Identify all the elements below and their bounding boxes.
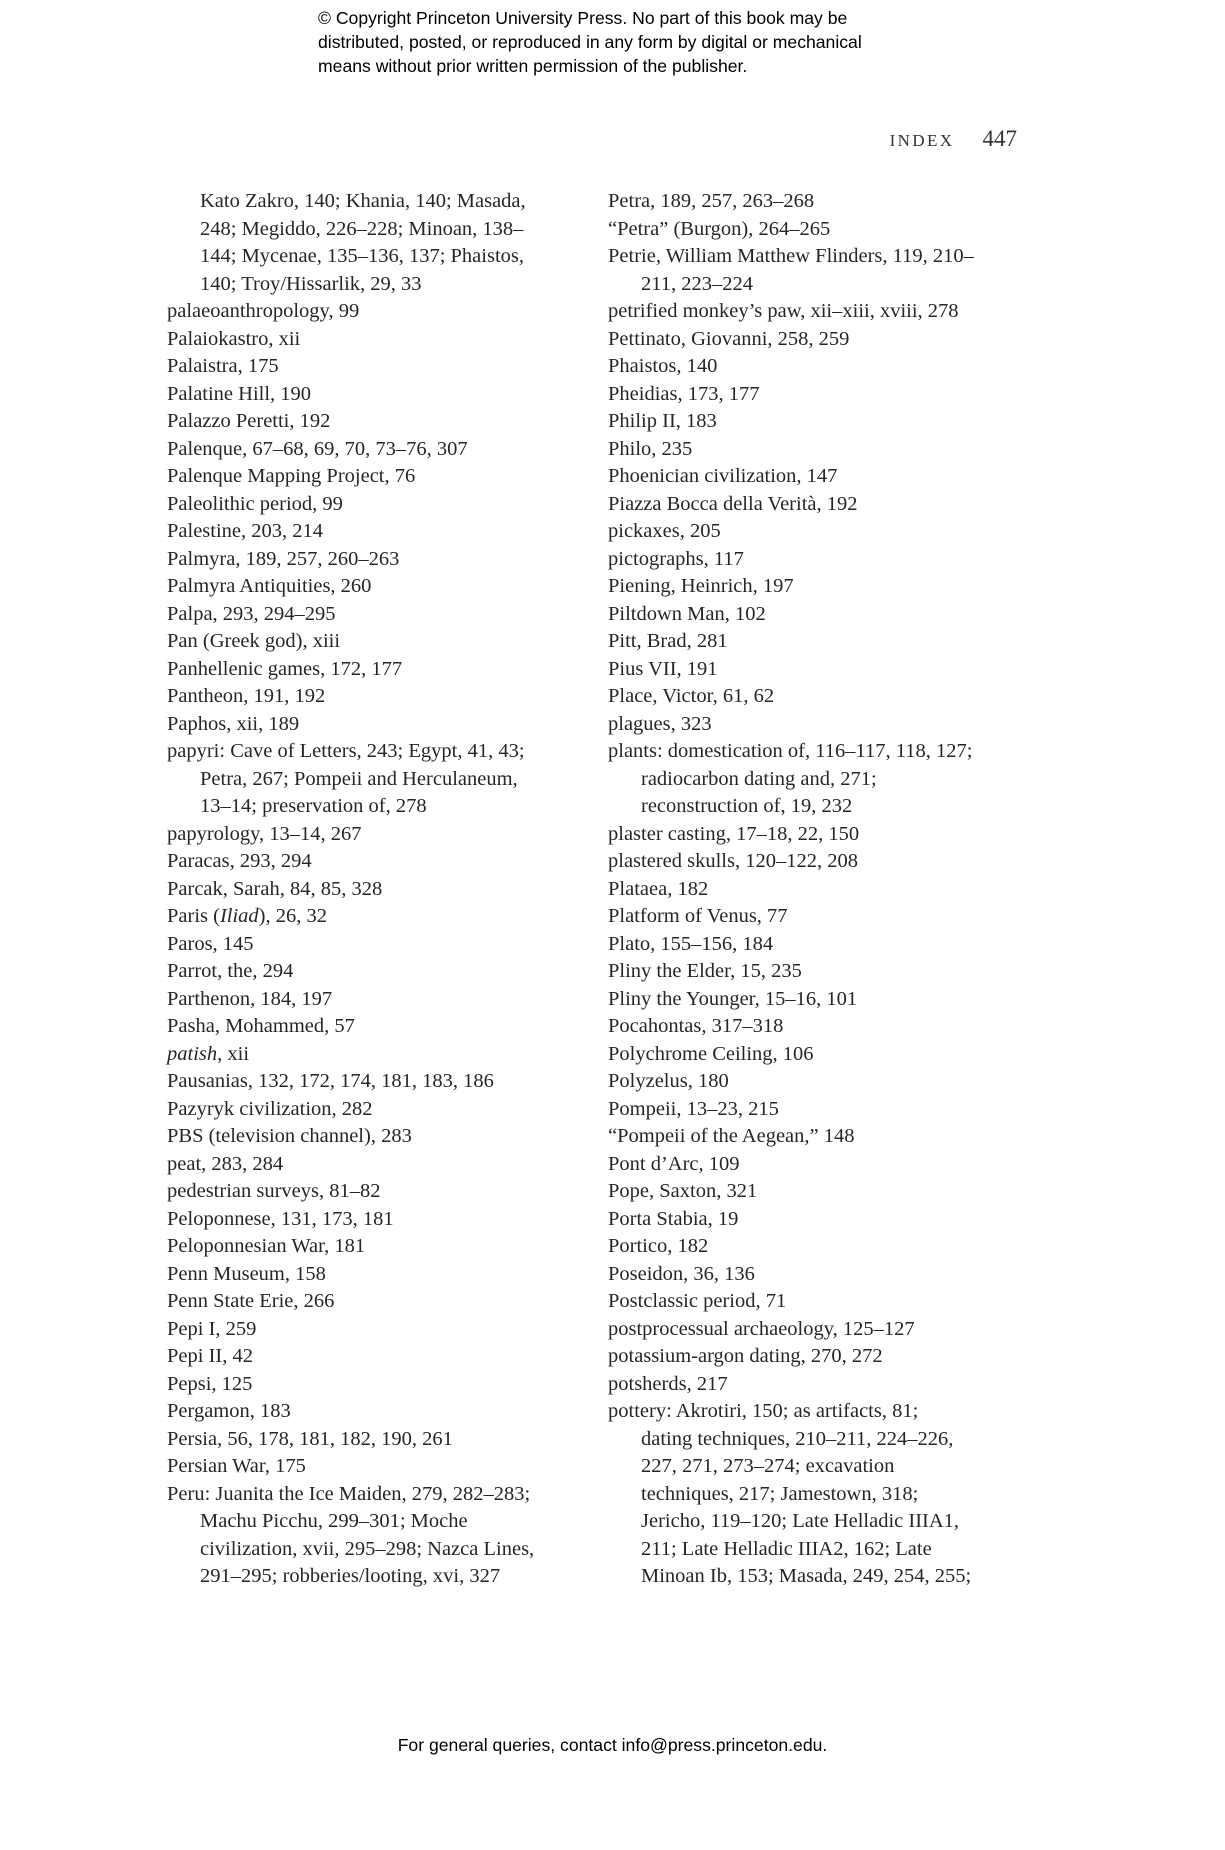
index-column-left: [167, 188, 607, 1591]
index-line-text: civilization, xvii, 295–298; Nazca Lines,: [200, 1537, 535, 1560]
index-line: [167, 271, 607, 299]
index-line: [608, 243, 1048, 271]
index-line: [167, 1563, 607, 1591]
index-line: [167, 1261, 607, 1289]
index-line: [608, 1371, 1048, 1399]
index-line: [608, 573, 1048, 601]
index-line: [167, 463, 607, 491]
index-line-text: Polychrome Ceiling, 106: [608, 1042, 814, 1065]
index-line: [167, 1453, 607, 1481]
index-line: [167, 931, 607, 959]
index-line: [608, 1178, 1048, 1206]
index-line-text: potsherds, 217: [608, 1372, 728, 1395]
index-line-text: 211, 223–224: [641, 272, 753, 295]
index-line: [167, 1096, 607, 1124]
running-head: [890, 126, 1017, 152]
index-line: [608, 518, 1048, 546]
index-line: [167, 793, 607, 821]
page-number: 447: [982, 126, 1017, 151]
index-line-text: Petra, 189, 257, 263–268: [608, 190, 815, 212]
index-line-text: Porta Stabia, 19: [608, 1207, 739, 1230]
index-line-text: peat, 283, 284: [167, 1152, 284, 1175]
index-line-text: Jericho, 119–120; Late Helladic IIIA1,: [641, 1510, 960, 1532]
index-line-text: Penn State Erie, 266: [167, 1290, 335, 1312]
index-line: [608, 408, 1048, 436]
index-line: [608, 766, 1048, 794]
index-line: [167, 1178, 607, 1206]
index-line: [167, 656, 607, 684]
index-line-text: 291–295; robberies/looting, xvi, 327: [200, 1565, 501, 1587]
index-line: [167, 711, 607, 739]
index-line: [167, 298, 607, 326]
index-line: [608, 1563, 1048, 1591]
index-line: [167, 1288, 607, 1316]
index-line: [608, 903, 1048, 931]
index-line-text: techniques, 217; Jamestown, 318;: [641, 1482, 919, 1505]
index-line: [608, 848, 1048, 876]
copyright-line: means without prior written permission of the publisher.: [318, 56, 748, 76]
index-line: [167, 491, 607, 519]
index-line-text: Pont d’Arc, 109: [608, 1152, 740, 1175]
index-line: [167, 1481, 607, 1509]
index-line: [608, 188, 1048, 216]
index-line-text: Minoan Ib, 153; Masada, 249, 254, 255;: [641, 1565, 972, 1587]
index-line-text: Plataea, 182: [608, 877, 709, 900]
index-line: [608, 1151, 1048, 1179]
index-line-text: Peloponnesian War, 181: [167, 1235, 366, 1257]
index-line: [608, 711, 1048, 739]
index-line: [167, 903, 607, 931]
index-line: [167, 381, 607, 409]
copyright-line: distributed, posted, or reproduced in any form by digital or mechanical: [318, 32, 862, 52]
index-line-suffix: , xii: [217, 1042, 250, 1065]
index-line-text: Machu Picchu, 299–301; Moche: [200, 1510, 468, 1532]
index-line-text: Pepi II, 42: [167, 1345, 253, 1367]
index-line-text: plastered skulls, 120–122, 208: [608, 850, 858, 872]
index-line: [167, 958, 607, 986]
index-line-text: Palenque, 67–68, 69, 70, 73–76, 307: [167, 437, 468, 460]
index-line-text: Pergamon, 183: [167, 1400, 291, 1422]
index-line-text: Kato Zakro, 140; Khania, 140; Masada,: [200, 190, 526, 212]
index-line-text: Paphos, xii, 189: [167, 712, 300, 735]
index-line: [167, 1013, 607, 1041]
index-line-text: Pan (Greek god), xiii: [167, 630, 341, 652]
index-line-text: Pius VII, 191: [608, 657, 718, 680]
index-line: [608, 986, 1048, 1014]
index-line-text: Penn Museum, 158: [167, 1262, 326, 1285]
index-line-text: pedestrian surveys, 81–82: [167, 1180, 381, 1202]
index-line: [608, 821, 1048, 849]
index-line-text: Palmyra Antiquities, 260: [167, 575, 372, 597]
index-line: [608, 381, 1048, 409]
index-line-text: 144; Mycenae, 135–136, 137; Phaistos,: [200, 245, 524, 267]
index-line-text: Pompeii, 13–23, 215: [608, 1097, 779, 1120]
index-line-text: Parthenon, 184, 197: [167, 987, 333, 1010]
index-line-text: Pope, Saxton, 321: [608, 1180, 758, 1202]
index-line: [608, 1508, 1048, 1536]
index-line-text: postprocessual archaeology, 125–127: [608, 1317, 915, 1340]
index-line-text: 13–14; preservation of, 278: [200, 795, 427, 817]
index-line-text: Plato, 155–156, 184: [608, 932, 774, 955]
index-line-text: pickaxes, 205: [608, 520, 721, 542]
index-line-text: “Petra” (Burgon), 264–265: [608, 217, 831, 240]
index-line-text: PBS (television channel), 283: [167, 1125, 412, 1147]
index-line-text: Parcak, Sarah, 84, 85, 328: [167, 877, 383, 900]
index-line-text: “Pompeii of the Aegean,” 148: [608, 1125, 855, 1147]
index-line: [167, 243, 607, 271]
index-line: [167, 1371, 607, 1399]
index-line: [167, 1068, 607, 1096]
index-line-italic: Iliad: [219, 905, 259, 927]
index-line: [608, 656, 1048, 684]
index-line-text: Palenque Mapping Project, 76: [167, 465, 416, 487]
index-line-text: Peloponnese, 131, 173, 181: [167, 1207, 394, 1230]
index-line: [167, 353, 607, 381]
index-line-text: Pausanias, 132, 172, 174, 181, 183, 186: [167, 1070, 494, 1092]
index-line: [167, 1206, 607, 1234]
index-line: [608, 491, 1048, 519]
index-line: [167, 848, 607, 876]
index-line: [608, 1123, 1048, 1151]
index-line: [167, 1343, 607, 1371]
index-line: [608, 436, 1048, 464]
index-line: [167, 1151, 607, 1179]
index-line-text: Pepsi, 125: [167, 1372, 253, 1395]
index-line: [167, 766, 607, 794]
index-line: [167, 436, 607, 464]
index-line-text: radiocarbon dating and, 271;: [641, 767, 877, 790]
index-line-text: plagues, 323: [608, 712, 712, 735]
index-column-right: [608, 188, 1048, 1591]
index-line: [608, 876, 1048, 904]
index-line: [608, 1343, 1048, 1371]
index-line-text: Pliny the Younger, 15–16, 101: [608, 987, 858, 1010]
index-line: [608, 546, 1048, 574]
index-line-text: Polyzelus, 180: [608, 1070, 729, 1092]
index-line-text: Pliny the Elder, 15, 235: [608, 960, 802, 982]
index-line: [608, 628, 1048, 656]
index-line: [167, 573, 607, 601]
index-line-text: pottery: Akrotiri, 150; as artifacts, 81;: [608, 1400, 919, 1422]
index-line: [608, 463, 1048, 491]
index-line: [167, 188, 607, 216]
index-line-text: Pasha, Mohammed, 57: [167, 1015, 355, 1037]
index-line-text: dating techniques, 210–211, 224–226,: [641, 1427, 954, 1450]
index-line-text: plaster casting, 17–18, 22, 150: [608, 822, 860, 845]
index-line-text: pictographs, 117: [608, 547, 744, 570]
index-line: [167, 518, 607, 546]
index-line: [608, 958, 1048, 986]
index-line: [608, 1096, 1048, 1124]
index-line: [608, 1426, 1048, 1454]
index-line: [167, 1398, 607, 1426]
footer-contact: For general queries, contact info@press.princeton.edu.: [397, 1735, 828, 1755]
index-line-text: reconstruction of, 19, 232: [641, 795, 853, 817]
index-line-text: Poseidon, 36, 136: [608, 1262, 755, 1285]
index-line: [167, 986, 607, 1014]
index-line: [167, 1316, 607, 1344]
index-line-text: Pitt, Brad, 281: [608, 630, 728, 652]
index-line-text: Philo, 235: [608, 437, 693, 460]
index-line-text: papyri: Cave of Letters, 243; Egypt, 41, 43;: [167, 740, 525, 762]
index-line-text: 248; Megiddo, 226–228; Minoan, 138–: [200, 217, 524, 240]
index-line-text: Postclassic period, 71: [608, 1290, 787, 1312]
index-line: [167, 821, 607, 849]
index-line-text: Paracas, 293, 294: [167, 850, 312, 872]
index-line-text: Paleolithic period, 99: [167, 492, 343, 515]
index-line-text: Panhellenic games, 172, 177: [167, 657, 403, 680]
index-line-text: Peru: Juanita the Ice Maiden, 279, 282–283;: [167, 1482, 531, 1505]
index-line: [608, 1316, 1048, 1344]
index-line-text: Palatine Hill, 190: [167, 382, 312, 405]
index-line: [608, 1536, 1048, 1564]
index-line-text: Platform of Venus, 77: [608, 905, 788, 927]
index-line: [167, 1508, 607, 1536]
index-line-text: Palpa, 293, 294–295: [167, 602, 336, 625]
index-line: [608, 1481, 1048, 1509]
index-line-text: Phaistos, 140: [608, 355, 718, 377]
index-line: [608, 1398, 1048, 1426]
index-line: [608, 271, 1048, 299]
index-line: [608, 1013, 1048, 1041]
index-line: [167, 601, 607, 629]
index-line: [608, 326, 1048, 354]
index-line: [167, 326, 607, 354]
index-line-text: Palestine, 203, 214: [167, 520, 324, 542]
index-line-text: Pepi I, 259: [167, 1317, 257, 1340]
index-line: [608, 1041, 1048, 1069]
index-line: [167, 738, 607, 766]
index-line: [608, 1288, 1048, 1316]
index-line-text: Piltdown Man, 102: [608, 602, 766, 625]
index-line: [608, 1233, 1048, 1261]
index-line-text: Pantheon, 191, 192: [167, 685, 326, 707]
index-line-text: palaeoanthropology, 99: [167, 300, 360, 322]
index-line: [608, 931, 1048, 959]
index-line: [608, 216, 1048, 244]
index-line-text: Portico, 182: [608, 1235, 709, 1257]
index-line: [608, 683, 1048, 711]
index-line: [167, 546, 607, 574]
index-line-text: papyrology, 13–14, 267: [167, 822, 362, 845]
index-line-text: 227, 271, 273–274; excavation: [641, 1455, 895, 1477]
index-line-text: Pazyryk civilization, 282: [167, 1097, 373, 1120]
index-line-text: Palaiokastro, xii: [167, 327, 301, 350]
index-line: [167, 1426, 607, 1454]
index-line: [167, 216, 607, 244]
index-line: [608, 298, 1048, 326]
index-line: [608, 1453, 1048, 1481]
index-line-text: Pocahontas, 317–318: [608, 1015, 784, 1037]
index-line-text: Piazza Bocca della Verità, 192: [608, 492, 858, 515]
index-line: [608, 1261, 1048, 1289]
index-line-text: petrified monkey’s paw, xii–xiii, xviii, 278: [608, 300, 959, 322]
index-line-text: Petra, 267; Pompeii and Herculaneum,: [200, 767, 518, 790]
index-line: [167, 1123, 607, 1151]
index-line-text: Palazzo Peretti, 192: [167, 410, 331, 432]
index-line-text: Piening, Heinrich, 197: [608, 575, 794, 597]
index-line-text: plants: domestication of, 116–117, 118, 127;: [608, 740, 973, 762]
index-line-text: Phoenician civilization, 147: [608, 465, 838, 487]
index-line-text: Parrot, the, 294: [167, 960, 294, 982]
index-line-text: Persian War, 175: [167, 1455, 306, 1477]
index-line: [167, 683, 607, 711]
index-line-italic: patish: [167, 1042, 218, 1065]
index-line-text: Palaistra, 175: [167, 355, 279, 377]
index-line-text: Pheidias, 173, 177: [608, 382, 760, 405]
index-line: [167, 876, 607, 904]
index-line: [167, 1536, 607, 1564]
copyright-line: © Copyright Princeton University Press. No part of this book may be: [318, 8, 848, 28]
index-line-text: Place, Victor, 61, 62: [608, 685, 775, 707]
index-line: [167, 628, 607, 656]
index-line: [608, 793, 1048, 821]
index-line: [608, 353, 1048, 381]
index-line-suffix: ), 26, 32: [258, 905, 327, 927]
running-head-label: INDEX: [889, 131, 955, 150]
index-line-text: Paris (: [167, 905, 220, 927]
index-line-text: 211; Late Helladic IIIA2, 162; Late: [641, 1537, 932, 1560]
index-line-text: Persia, 56, 178, 181, 182, 190, 261: [167, 1427, 453, 1450]
index-line: [608, 738, 1048, 766]
index-line-text: 140; Troy/Hissarlik, 29, 33: [200, 272, 422, 295]
index-line-text: Pettinato, Giovanni, 258, 259: [608, 327, 850, 350]
index-line: [167, 1233, 607, 1261]
index-line-text: Paros, 145: [167, 932, 254, 955]
index-line: [167, 1041, 607, 1069]
index-line: [167, 408, 607, 436]
index-line-text: potassium-argon dating, 270, 272: [608, 1345, 883, 1367]
index-line: [608, 1068, 1048, 1096]
copyright-notice: [318, 6, 938, 78]
index-line-text: Palmyra, 189, 257, 260–263: [167, 547, 400, 570]
index-line: [608, 1206, 1048, 1234]
index-line-text: Philip II, 183: [608, 410, 717, 432]
index-line: [608, 601, 1048, 629]
index-line-text: Petrie, William Matthew Flinders, 119, 210–: [608, 245, 974, 267]
